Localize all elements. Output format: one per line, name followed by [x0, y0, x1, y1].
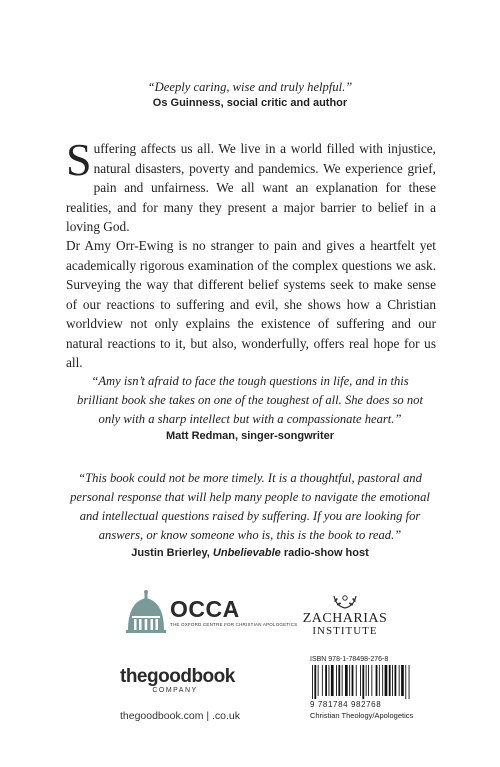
zacharias-institute-logo [290, 592, 400, 642]
tgb-wordmark-part2: book [191, 666, 235, 687]
blurb-paragraph-2: Dr Amy Orr-Ewing is no stranger to pain and gives a heartfelt yet academically rigorous examination of the complex questions we ask. Surveying the way that different belief systems seek to make sense of our reactions to suffering and evil, she shows how a Christian worldview not only explains the existence of suffering and our natural reactions to it, but also, wonderfully, offers real hope for us all. [66, 238, 436, 370]
book-category: Christian Theology/Apologetics [310, 711, 414, 720]
drop-cap: S [66, 134, 92, 185]
barcode-digits: 9 781784 982768 [310, 700, 382, 709]
attribution-role: radio-show host [280, 547, 369, 559]
the-good-book-company-logo [120, 666, 235, 706]
blurb-paragraph-1-text: uffering affects us all. We live in a world filled with injustice, natural disasters, poverty and pandemics. We experience grief, pain and unfairness. We all want an explanation for these realities, and for many they present a major barrier to belief in a loving God. [66, 141, 436, 234]
occa-subtitle: THE OXFORD CENTRE FOR CHRISTIAN APOLOGETICS [170, 622, 298, 627]
tgb-wordmark-part1: thegood [120, 666, 192, 687]
endorsement-quote-3 [68, 469, 432, 545]
endorsement-quote-2-text: “Amy isn’t afraid to face the tough questions in life, and in this brilliant book she takes on one of the toughest of all. She does so not only with a sharp intellect but with a compassionate heart.” [77, 374, 423, 426]
dome-icon [124, 590, 168, 636]
isbn-text: ISBN 978-1-78498-276-8 [310, 656, 389, 663]
endorsement-quote-3-text: “This book could not be more timely. It is a thoughtful, pastoral and personal response that will help many people to navigate the emotional and intellectual questions raised by suffering. If you are looking for answers, or know someone who is, this is the book to read.” [70, 471, 430, 542]
blurb-paragraph-1 [66, 134, 436, 237]
barcode-image [310, 665, 424, 699]
barcode-block [310, 656, 424, 722]
olive-wreath-icon [330, 592, 360, 610]
institute-wordmark: INSTITUTE [312, 625, 378, 637]
zacharias-wordmark: ZACHARIAS [302, 611, 388, 626]
tgb-company: COMPANY [152, 687, 198, 694]
endorsement-quote-2 [70, 372, 430, 429]
endorsement-attribution-2: Matt Redman, singer-songwriter [165, 430, 335, 442]
attribution-show: Unbelievable [212, 547, 281, 559]
occa-wordmark: OCCA [170, 596, 240, 622]
endorsement-attribution-1: Os Guinness, social critic and author [152, 97, 348, 109]
endorsement-quote-1: “Deeply caring, wise and truly helpful.” [147, 80, 353, 94]
publisher-website: thegoodbook.com | .co.uk [119, 710, 241, 722]
tgb-wordmark [120, 666, 235, 688]
endorsement-attribution-3 [0, 547, 500, 559]
attribution-name: Justin Brierley, [131, 547, 213, 559]
